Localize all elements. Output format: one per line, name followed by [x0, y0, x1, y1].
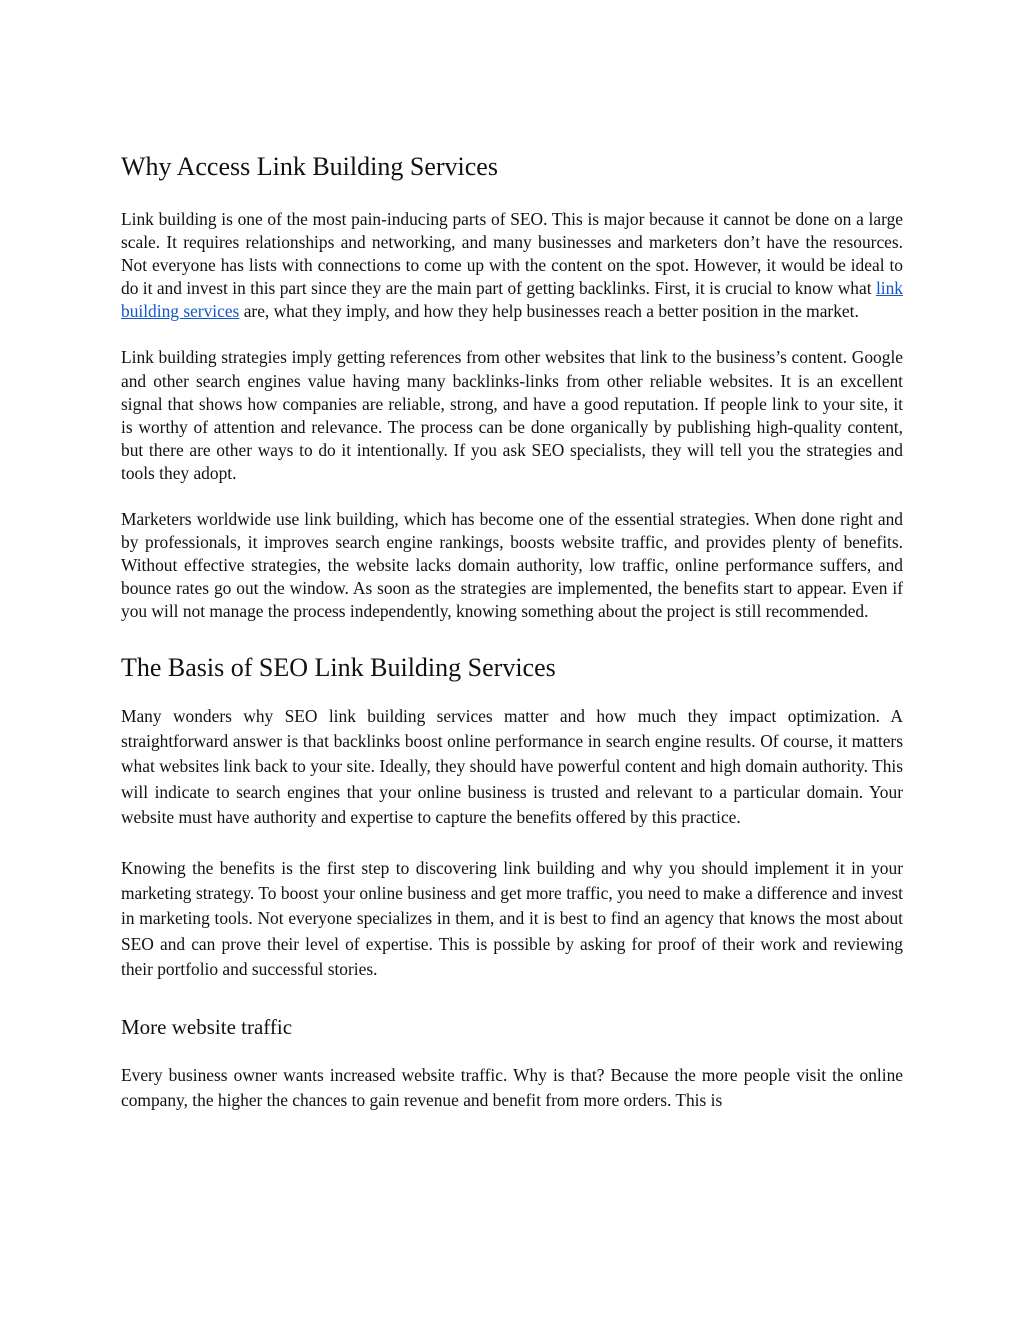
paragraph-link-building-intro — [121, 208, 903, 323]
paragraph-many-wonders: Many wonders why SEO link building services matter and how much they impact optimization. A straightforward answer is that backlinks boost online performance in search engine results. Of course, it matters what websites link back to your site. Ideally, they should have powerful content and high domain authority. This will indicate to search engines that your online business is trusted and relevant to a particular domain. Your website must have authority and expertise to capture the benefits offered by this practice. — [121, 705, 903, 828]
document-page — [121, 150, 903, 1113]
paragraph-marketers-worldwide: Marketers worldwide use link building, which has become one of the essential strategies. When done right and by professionals, it improves search engine rankings, boosts website traffic, and provides plenty of benefits. Without effective strategies, the website lacks domain authority, low traffic, online performance suffers, and bounce rates go out the window. As soon as the strategies are implemented, the benefits start to appear. Even if you will not manage the process independently, knowing something about the project is still recommended. — [121, 509, 903, 622]
paragraph-text: Link building is one of the most pain-inducing parts of SEO. This is major because it cannot be done on a large scale. It requires relationships and networking, and many businesses and marketers don’t have the resources. Not everyone has lists with connections to come up with the content on the spot. However, it would be ideal to do it and invest in this part since they are the main part of getting backlinks. First, it is crucial to know what — [121, 209, 903, 299]
paragraph-every-business-owner: Every business owner wants increased website traffic. Why is that? Because the more people visit the online company, the higher the chances to gain revenue and benefit from more orders. This is — [121, 1064, 903, 1110]
link-building-services-link[interactable]: link building services — [121, 278, 903, 322]
section-heading-why-access: Why Access Link Building Services — [121, 152, 498, 181]
paragraph-link-building-strategies: Link building strategies imply getting references from other websites that link to the business’s content. Google and other search engines value having many backlinks-links from other reliable websites. It is an excellent signal that shows how companies are reliable, strong, and have a good reputation. If people link to your site, it is worthy of attention and relevance. The process can be done organically by publishing high-quality content, but there are other ways to do it intentionally. If you ask SEO specialists, they will tell you the strategies and tools they adopt. — [121, 347, 903, 483]
paragraph-text: are, what they imply, and how they help businesses reach a better position in the market. — [239, 301, 859, 322]
section-heading-basis-of-seo: The Basis of SEO Link Building Services — [121, 652, 556, 682]
paragraph-knowing-benefits: Knowing the benefits is the first step to discovering link building and why you should implement it in your marketing strategy. To boost your online business and get more traffic, you need to make a difference and invest in marketing tools. Not everyone specializes in them, and it is best to find an agency that knows the most about SEO and can prove their level of expertise. This is possible by asking for proof of their work and reviewing their portfolio and successful stories. — [121, 857, 903, 980]
section-heading-more-traffic: More website traffic — [121, 1014, 293, 1039]
